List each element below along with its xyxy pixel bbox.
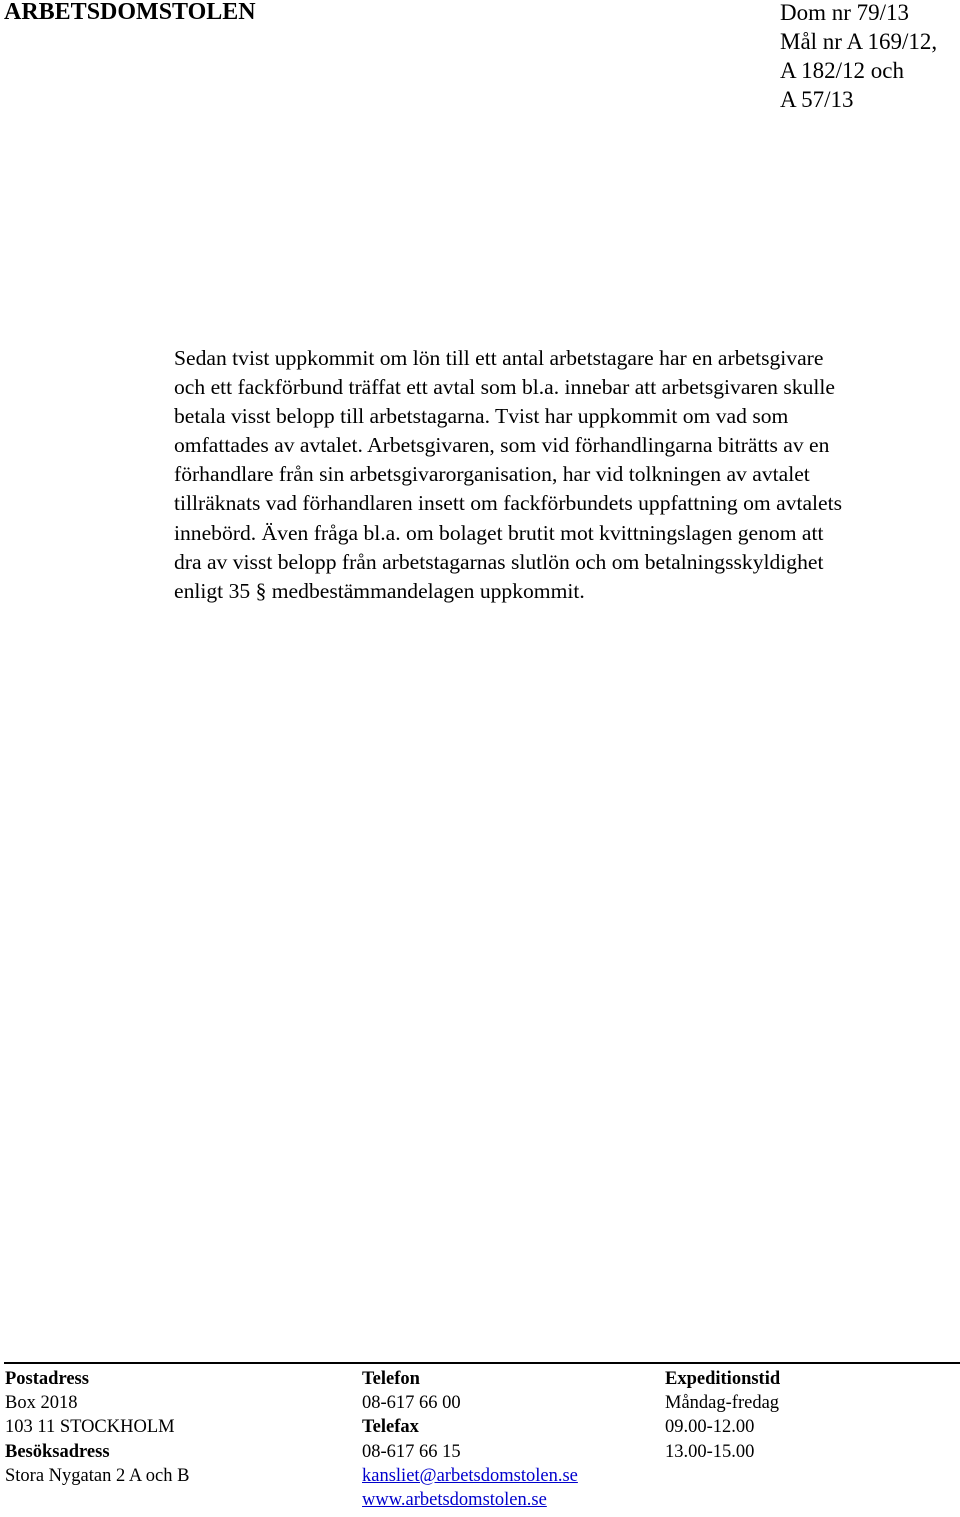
phone-number: 08-617 66 00 bbox=[362, 1393, 461, 1414]
case-line: Dom nr 79/13 bbox=[780, 0, 910, 25]
summary-line: betala visst belopp till arbetstagarna. Tvist har uppkommit om vad som bbox=[174, 404, 789, 429]
footer-address-column bbox=[5, 1367, 189, 1488]
case-number-block bbox=[780, 0, 937, 114]
court-name: ARBETSDOMSTOLEN bbox=[4, 0, 256, 25]
footer-hours-column bbox=[665, 1367, 780, 1464]
office-hours-afternoon: 13.00-15.00 bbox=[665, 1441, 755, 1462]
summary-line: dra av visst belopp från arbetstagarnas slutlön och om betalningsskyldighet bbox=[174, 549, 824, 574]
office-hours-days: Måndag-fredag bbox=[665, 1393, 780, 1414]
email-link[interactable]: kansliet@arbetsdomstolen.se bbox=[362, 1465, 578, 1486]
summary-line: och ett fackförbund träffat ett avtal som bl.a. innebar att arbetsgivaren skulle bbox=[174, 375, 835, 400]
summary-line: förhandlare från sin arbetsgivarorganisation, har vid tolkningen av avtalet bbox=[174, 462, 810, 487]
postal-city: 103 11 STOCKHOLM bbox=[5, 1417, 175, 1438]
case-line: A 182/12 och bbox=[780, 58, 904, 83]
summary-line: Sedan tvist uppkommit om lön till ett antal arbetstagare har en arbetsgivare bbox=[174, 346, 824, 370]
office-hours-heading: Expeditionstid bbox=[665, 1369, 781, 1389]
website-link[interactable]: www.arbetsdomstolen.se bbox=[362, 1489, 547, 1510]
summary-line: omfattades av avtalet. Arbetsgivaren, som vid förhandlingarna biträtts av en bbox=[174, 433, 830, 458]
footer-contact-column bbox=[362, 1367, 578, 1512]
visit-address: Stora Nygatan 2 A och B bbox=[5, 1465, 190, 1486]
phone-heading: Telefon bbox=[362, 1369, 420, 1389]
summary-line: tillräknats vad förhandlaren insett om fackförbundets uppfattning om avtalets bbox=[174, 491, 843, 516]
summary-line: innebörd. Även fråga bl.a. om bolaget brutit mot kvittningslagen genom att bbox=[174, 520, 824, 545]
case-line: Mål nr A 169/12, bbox=[780, 29, 938, 54]
summary-line: enligt 35 § medbestämmandelagen uppkommit. bbox=[174, 578, 585, 603]
postal-address-heading: Postadress bbox=[5, 1369, 89, 1389]
case-line: A 57/13 bbox=[780, 87, 854, 112]
visit-address-heading: Besöksadress bbox=[5, 1441, 110, 1462]
office-hours-morning: 09.00-12.00 bbox=[665, 1417, 755, 1438]
fax-heading: Telefax bbox=[362, 1417, 419, 1438]
fax-number: 08-617 66 15 bbox=[362, 1441, 461, 1462]
postal-box: Box 2018 bbox=[5, 1393, 78, 1414]
case-summary bbox=[174, 344, 960, 606]
footer-divider bbox=[4, 1362, 960, 1364]
